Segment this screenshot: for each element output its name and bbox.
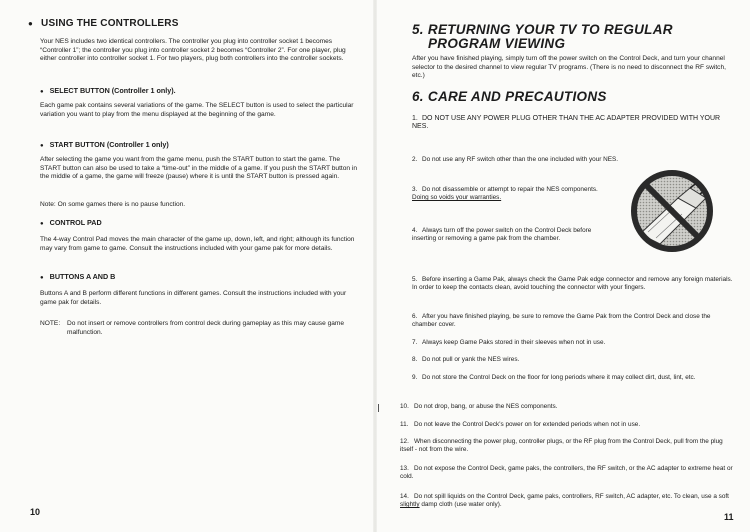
precaution-item-3: 3. Do not disassemble or attempt to repair the NES components. Doing so voids your warranties. <box>412 186 598 202</box>
gameplay-note <box>40 320 360 337</box>
precaution-item-14: 14. Do not spill liquids on the Control Deck, game paks, controllers, RF switch, AC adapter, etc. To clean, use a soft slightly damp cloth (use water only). <box>400 493 729 509</box>
note-label: NOTE: <box>40 320 61 327</box>
section-5-title-line-1: 5. RETURNING YOUR TV TO REGULAR <box>412 22 673 37</box>
pause-note: Note: On some games there is no pause function. <box>40 201 186 208</box>
page-number-right: 11 <box>724 512 734 522</box>
section-5-title <box>412 23 673 51</box>
section-5-title-line-2: PROGRAM VIEWING <box>428 36 566 51</box>
precaution-item-4: 4. Always turn off the power switch on the Control Deck before inserting or removing a game pak from the chamber. <box>412 227 592 243</box>
precaution-item-8: 8. Do not pull or yank the NES wires. <box>412 356 520 363</box>
start-button-subheading: ● START BUTTON (Controller 1 only) <box>40 140 169 149</box>
warranty-warning: Doing so voids your warranties. <box>412 194 502 202</box>
precaution-item-6: 6. After you have finished playing, be sure to remove the Game Pak from the Control Deck and close the chamber cover. <box>412 313 711 329</box>
precaution-item-9: 9. Do not store the Control Deck on the floor for long periods where it may collect dirt, dust, lint, etc. <box>412 374 696 381</box>
no-other-plug-illustration <box>618 168 726 254</box>
controllers-intro-paragraph: Your NES includes two identical controllers. The controller you plug into controller socket 1 becomes “Controller 1”; the controller you plug into controller socket 2 becomes “Controller 2”. For one player, plug either controller into controller socket 1. For two players, plug both controllers into the controller sockets. <box>40 38 346 63</box>
precaution-item-10: 10. Do not drop, bang, or abuse the NES components. <box>400 403 558 410</box>
select-button-subheading: ● SELECT BUTTON (Controller 1 only). <box>40 86 176 95</box>
start-button-paragraph: After selecting the game you want from the game menu, push the START button to start the game. The START button can also be used to take a “time-out” in the middle of a game. If you push the START button in the middle of a game, the game will freeze (pause) where it is until the START button is pressed again. <box>40 156 358 181</box>
select-button-paragraph: Each game pak contains several variations of the game. The SELECT button is used to select the particular variation you want to play from the menu displayed at the beginning of the game. <box>40 102 354 118</box>
precaution-item-5: 5. Before inserting a Game Pak, always check the Game Pak edge connector and remove any foreign materials. In order to keep the contacts clean, avoid touching the connector with your fingers. <box>412 276 733 292</box>
precaution-item-13: 13. Do not expose the Control Deck, game paks, the controllers, the RF switch, or the AC adapter to extreme heat or cold. <box>400 465 733 481</box>
section-5-paragraph: After you have finished playing, simply turn off the power switch on the Control Deck, and turn your channel selector to the desired channel to view regular TV programs. (There is no need to disconnect the RF switch, etc.) <box>412 55 726 80</box>
note-text: Do not insert or remove controllers from control deck during gameplay as this may cause game malfunction. <box>67 320 345 336</box>
section-6-title: 6. CARE AND PRECAUTIONS <box>412 89 607 104</box>
page-number-left: 10 <box>30 507 41 517</box>
precaution-item-12: 12. When disconnecting the power plug, controller plugs, or the RF plug from the Control Deck, pull from the plug itself - not from the wire. <box>400 438 723 454</box>
buttons-ab-paragraph: Buttons A and B perform different functions in different games. Consult the instructions included with your game pak for details. <box>40 290 347 306</box>
control-pad-paragraph: The 4-way Control Pad moves the main character of the game up, down, left, and right; although its function may vary from game to game. Consult the instructions included with your game pak for more details. <box>40 236 355 252</box>
precaution-item-11: 11. Do not leave the Control Deck's power on for extended periods when not in use. <box>400 421 641 428</box>
precaution-item-2: 2. Do not use any RF switch other than the one included with your NES. <box>412 156 619 163</box>
buttons-ab-subheading: ● BUTTONS A AND B <box>40 272 115 281</box>
precaution-item-7: 7. Always keep Game Paks stored in their sleeves when not in use. <box>412 339 606 346</box>
control-pad-subheading: ● CONTROL PAD <box>40 218 102 227</box>
margin-mark <box>378 404 379 412</box>
section-heading-controllers: ● USING THE CONTROLLERS <box>28 18 179 29</box>
right-page <box>375 0 750 532</box>
precaution-item-1: 1. DO NOT USE ANY POWER PLUG OTHER THAN THE AC ADAPTER PROVIDED WITH YOUR NES. <box>412 115 721 131</box>
